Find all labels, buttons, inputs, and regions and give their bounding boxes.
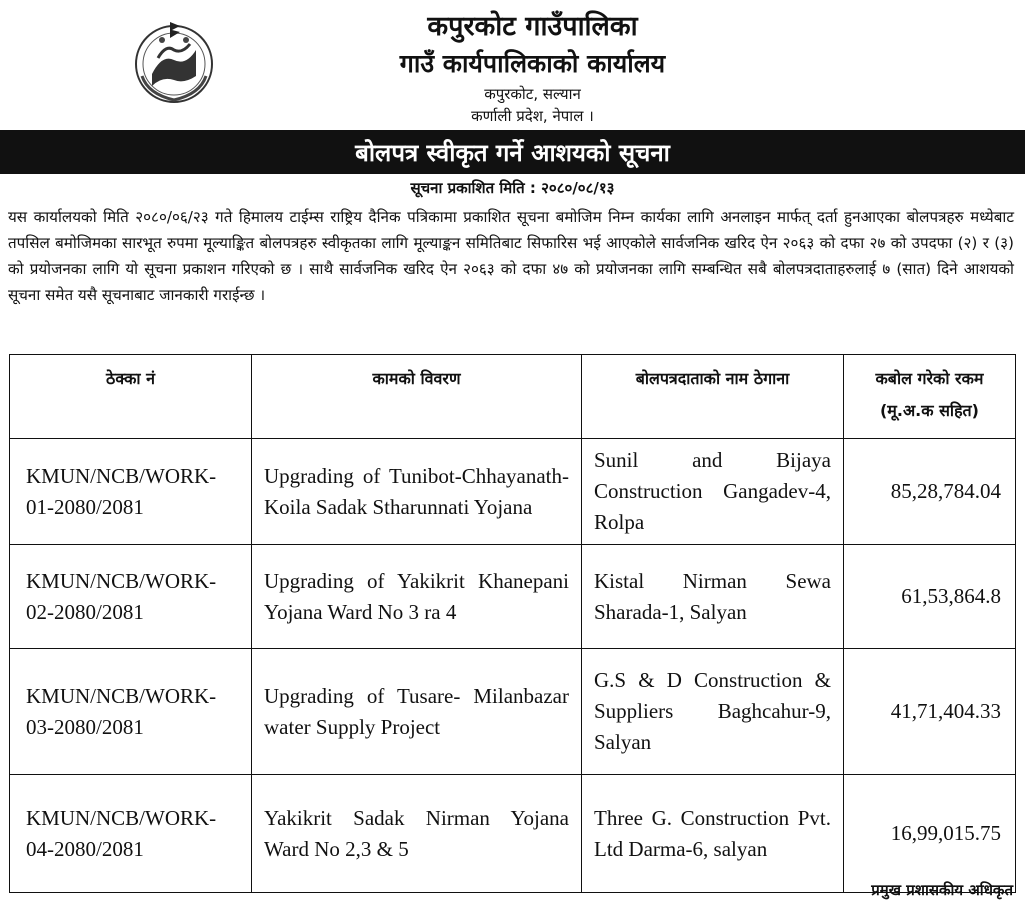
bidder-cell: Sunil and Bijaya Construction Gangadev-4, Rolpa bbox=[582, 439, 844, 545]
contract-no-cell: KMUN/NCB/WORK-03-2080/2081 bbox=[10, 649, 252, 775]
office-name: कपुरकोट गाउँपालिका bbox=[427, 11, 638, 42]
bidder-cell: G.S & D Construction & Suppliers Baghcahur-9, Salyan bbox=[582, 649, 844, 775]
work-description-cell: Upgrading of Tusare- Milanbazar water Supply Project bbox=[252, 649, 582, 775]
notice-body: यस कार्यालयको मिति २०८०/०६/२३ गते हिमालय टाईम्स राष्ट्रिय दैनिक पत्रिकामा प्रकाशित सूचना बमोजिम निम्न कार्यका लागि अनलाइन मार्फत् दर्ता हुनआएका बोलपत्रहरु मध्येबाट तपसिल बमोजिमका सारभूत रुपमा मूल्याङ्कित बोलपत्रहरु स्वीकृतका लागि मूल्याङ्कन समितिबाट सिफारिस भई आएकोले सार्वजनिक खरिद ऐन २०६३ को दफा २७ को उपदफा (२) र (३) को प्रयोजनका लागि यो सूचना प्रकाशन गरिएको छ । साथै सार्वजनिक खरिद ऐन २०६३ को दफा ४७ को प्रयोजनका लागि सम्बन्धित सबै बोलपत्रदाताहरुलाई ७ (सात) दिने आशयको सूचना समेत यसै सूचनाबाट जानकारी गराईन्छ । bbox=[8, 208, 1014, 304]
bid-acceptance-table bbox=[9, 354, 1016, 893]
header-amount-line2: (मू.अ.क सहित) bbox=[879, 401, 979, 420]
table-row bbox=[10, 439, 1016, 545]
office-address-line1: कपुरकोट, सल्यान bbox=[484, 85, 581, 103]
table-row bbox=[10, 775, 1016, 893]
header-amount-line1: कबोल गरेको रकम bbox=[875, 369, 984, 388]
header-work-description: कामको विवरण bbox=[252, 355, 582, 439]
work-description-cell: Upgrading of Tunibot-Chhayanath-Koila Sadak Stharunnati Yojana bbox=[252, 439, 582, 545]
table-header-row bbox=[10, 355, 1016, 439]
header-bidder: बोलपत्रदाताको नाम ठेगाना bbox=[582, 355, 844, 439]
header-contract-no: ठेक्का नं bbox=[10, 355, 252, 439]
amount-cell: 85,28,784.04 bbox=[844, 439, 1016, 545]
office-address-line2: कर्णाली प्रदेश, नेपाल । bbox=[471, 107, 594, 125]
amount-cell: 61,53,864.8 bbox=[844, 545, 1016, 649]
table-row bbox=[10, 545, 1016, 649]
bidder-cell: Kistal Nirman Sewa Sharada-1, Salyan bbox=[582, 545, 844, 649]
work-description-cell: Yakikrit Sadak Nirman Yojana Ward No 2,3 & 5 bbox=[252, 775, 582, 893]
header-amount bbox=[844, 355, 1016, 439]
table-row bbox=[10, 649, 1016, 775]
signature-designation: प्रमुख प्रशासकीय अधिकृत bbox=[871, 881, 1013, 899]
notice-header bbox=[0, 0, 1025, 132]
work-description-cell: Upgrading of Yakikrit Khanepani Yojana Ward No 3 ra 4 bbox=[252, 545, 582, 649]
contract-no-cell: KMUN/NCB/WORK-02-2080/2081 bbox=[10, 545, 252, 649]
bidder-cell: Three G. Construction Pvt. Ltd Darma-6, salyan bbox=[582, 775, 844, 893]
contract-no-cell: KMUN/NCB/WORK-04-2080/2081 bbox=[10, 775, 252, 893]
amount-cell: 41,71,404.33 bbox=[844, 649, 1016, 775]
notice-title: बोलपत्र स्वीकृत गर्ने आशयको सूचना bbox=[0, 132, 1025, 174]
published-date: सूचना प्रकाशित मिति : २०८०/०८/१३ bbox=[410, 179, 615, 197]
office-subtitle: गाउँ कार्यपालिकाको कार्यालय bbox=[399, 49, 666, 78]
amount-cell: 16,99,015.75 bbox=[844, 775, 1016, 893]
contract-no-cell: KMUN/NCB/WORK-01-2080/2081 bbox=[10, 439, 252, 545]
